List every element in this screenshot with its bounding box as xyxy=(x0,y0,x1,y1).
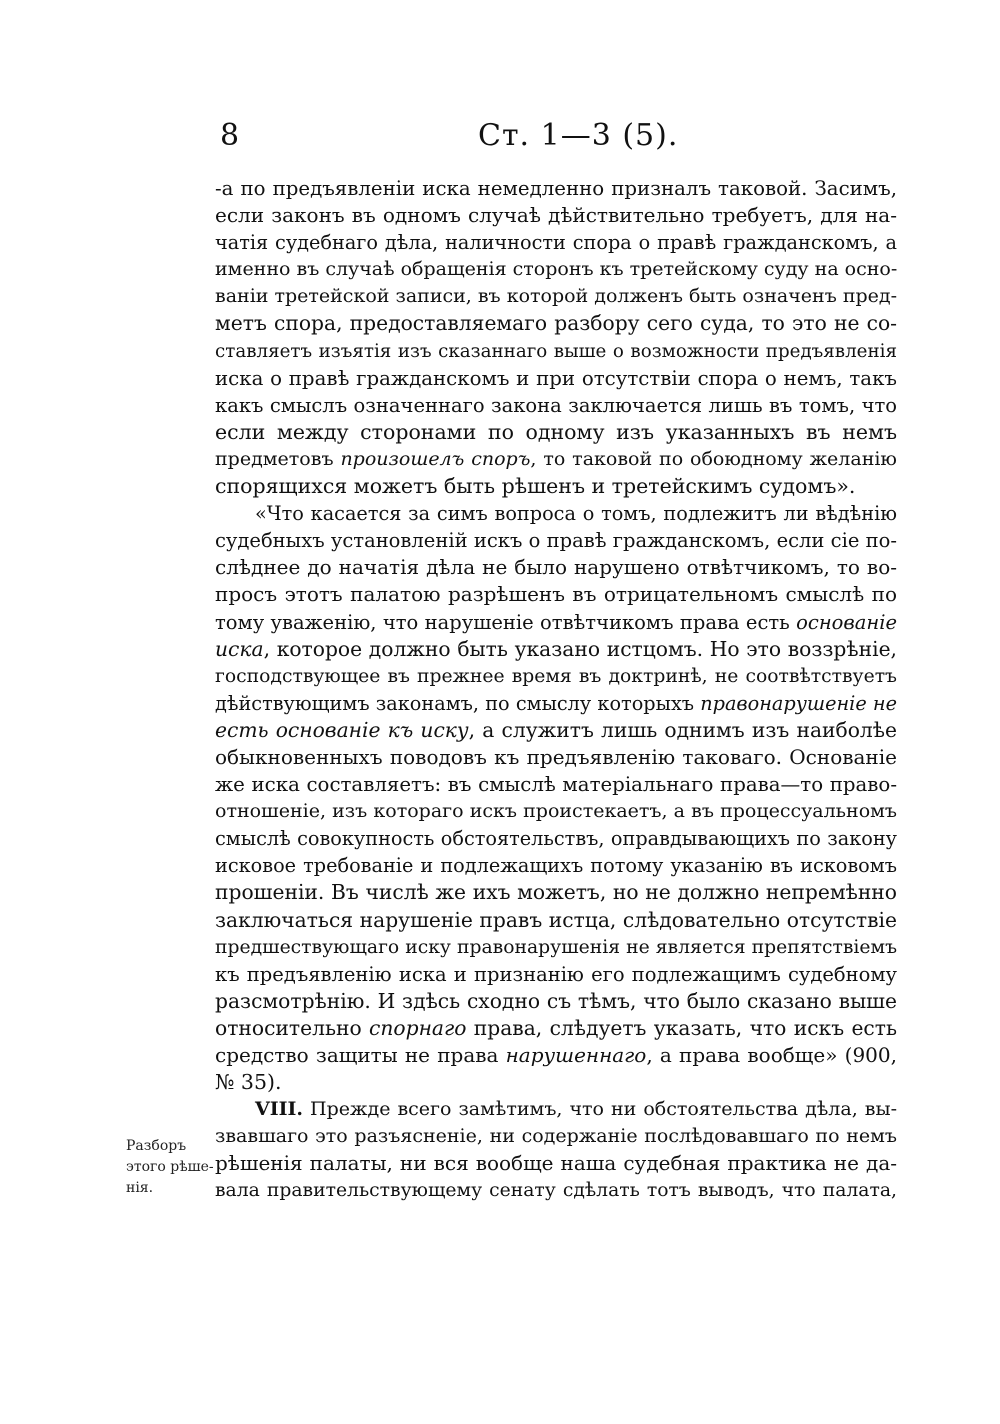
text-line: метъ спора, предоставляемаго разбору сего суда, то это не со- xyxy=(215,311,897,336)
text-line: просъ этотъ палатою разрѣшенъ въ отрицательномъ смыслѣ по xyxy=(215,582,897,607)
text-span: , которое должно быть указано истцомъ. Но это воззрѣніе, xyxy=(263,636,897,661)
text-line: вала правительствующему сенату сдѣлать тотъ выводъ, что палата, xyxy=(215,1180,897,1202)
italic-phrase: спорнаго xyxy=(369,1015,467,1040)
text-span: тому уваженію, что нарушеніе отвѣтчикомъ права есть xyxy=(215,610,797,634)
italic-phrase: основаніе xyxy=(796,610,897,634)
text-line: рѣшенія палаты, ни вся вообще наша судебная практика не да- xyxy=(215,1151,897,1176)
text-line: прошеніи. Въ числѣ же ихъ можетъ, но не должно непремѣнно xyxy=(215,880,897,905)
text-line: ставляетъ изъятія изъ сказаннаго выше о возможности предъявленія xyxy=(215,340,897,362)
text-span: дѣйствующимъ законамъ, по смыслу которыхъ xyxy=(215,691,701,715)
section-number: VIII. xyxy=(255,1098,304,1121)
text-line: иска о правѣ гражданскомъ и при отсутствіи спора о немъ, такъ xyxy=(215,366,897,390)
margin-note-line: этого рѣше- xyxy=(126,1159,214,1175)
text-line: господствующее въ прежнее время въ доктринѣ, не соотвѣтствуетъ xyxy=(215,665,897,687)
text-line: спорящихся можетъ быть рѣшенъ и третейскимъ судомъ». xyxy=(215,474,856,499)
text-line: отношеніе, изъ котораго искъ проистекаетъ, а въ процессуальномъ xyxy=(215,800,897,823)
text-line: звавшаго это разъясненіе, ни содержаніе послѣдовавшаго по немъ xyxy=(215,1125,897,1148)
text-line xyxy=(215,690,897,717)
margin-note-line: Разборъ xyxy=(126,1138,187,1154)
text-line: разсмотрѣнію. И здѣсь сходно съ тѣмъ, что было сказано выше xyxy=(215,988,897,1013)
text-line: исковое требованіе и подлежащихъ потому указанію въ исковомъ xyxy=(215,854,897,878)
section-heading-line xyxy=(215,1096,897,1123)
main-text xyxy=(215,175,897,1205)
text-line xyxy=(215,609,897,636)
italic-phrase: правонарушеніе не xyxy=(700,691,897,715)
text-span: предметовъ xyxy=(215,447,341,470)
text-line: къ предъявленію иска и признанію его подлежащимъ судебному xyxy=(215,962,897,986)
italic-phrase: иска xyxy=(215,636,264,661)
text-line xyxy=(215,1042,897,1069)
italic-phrase: произошелъ споръ xyxy=(340,447,531,470)
text-line xyxy=(215,636,897,663)
page-number: 8 xyxy=(220,118,240,153)
text-line: же иска составляетъ: въ смыслѣ матеріальнаго права—то право- xyxy=(215,773,897,797)
text-span: , а служитъ лишь однимъ изъ наиболѣе xyxy=(468,717,897,742)
text-line: чатія судебнаго дѣла, наличности спора о правѣ гражданскомъ, а xyxy=(215,231,897,255)
text-line: предшествующаго иску правонарушенія не является препятствіемъ xyxy=(215,936,897,958)
text-line: «Что касается за симъ вопроса о томъ, подлежитъ ли вѣдѣнію xyxy=(255,502,897,526)
text-line: слѣднее до начатія дѣла не было нарушено отвѣтчикомъ, то во- xyxy=(215,555,897,580)
italic-phrase: есть основаніе къ иску xyxy=(215,717,469,742)
running-head: Ст. 1—3 (5). xyxy=(478,118,679,153)
text-line: если законъ въ одномъ случаѣ дѣйствительно требуетъ, для на- xyxy=(215,203,897,228)
text-span: , то таковой по обоюдному желанію xyxy=(530,447,897,470)
text-line: -а по предъявленіи иска немедленно призналъ таковой. Засимъ, xyxy=(215,177,897,200)
italic-phrase: нарушеннаго xyxy=(505,1043,647,1067)
margin-note-line: нія. xyxy=(126,1180,154,1196)
text-span: средство защиты не права xyxy=(215,1043,506,1067)
text-line: если между сторонами по одному изъ указанныхъ въ немъ xyxy=(215,419,897,444)
text-line xyxy=(215,446,897,473)
text-line xyxy=(215,717,897,744)
text-line: судебныхъ установленій искъ о правѣ гражданскомъ, если сіе по- xyxy=(215,529,897,553)
text-span: Прежде всего замѣтимъ, что ни обстоятельства дѣла, вы- xyxy=(303,1098,897,1121)
margin-note xyxy=(126,1136,214,1199)
text-line: именно въ случаѣ обращенія сторонъ къ третейскому суду на осно- xyxy=(215,258,897,281)
text-span: относительно xyxy=(215,1015,370,1040)
text-line: какъ смыслъ означеннаго закона заключается лишь въ томъ, что xyxy=(215,393,897,417)
text-line xyxy=(215,1015,897,1042)
text-line: обыкновенныхъ поводовъ къ предъявленію таковаго. Основаніе xyxy=(215,744,897,769)
text-line: ваніи третейской записи, въ которой долженъ быть означенъ пред- xyxy=(215,285,897,308)
text-span: права, слѣдуетъ указать, что искъ есть xyxy=(466,1015,897,1040)
text-line: заключаться нарушеніе правъ истца, слѣдовательно отсутствіе xyxy=(215,907,897,932)
text-span: , а права вообще» (900, xyxy=(646,1043,897,1067)
text-line: № 35). xyxy=(215,1070,282,1095)
text-line: смыслѣ совокупность обстоятельствъ, оправдывающихъ по закону xyxy=(215,827,897,851)
